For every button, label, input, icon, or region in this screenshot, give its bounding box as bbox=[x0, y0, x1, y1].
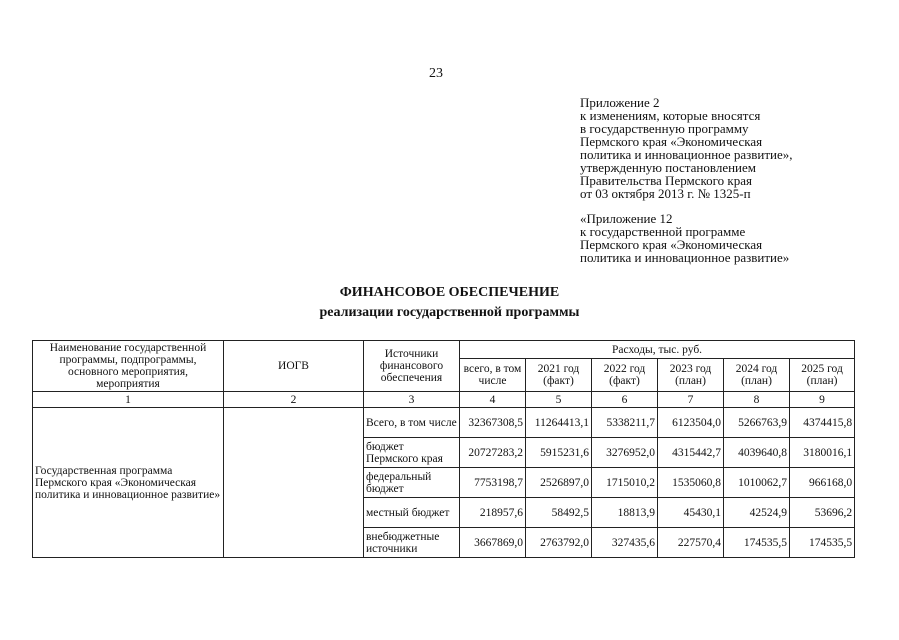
column-number: 5 bbox=[526, 392, 592, 408]
appendix-line: Пермского края «Экономическая bbox=[580, 134, 763, 149]
appendix-note bbox=[580, 96, 880, 200]
value-cell: 20727283,2 bbox=[460, 438, 526, 468]
appendix-line: политика и инновационное развитие», bbox=[580, 147, 793, 162]
value-cell: 5338211,7 bbox=[592, 408, 658, 438]
value-cell: 18813,9 bbox=[592, 498, 658, 528]
header-name: Наименование государственной программы, подпрограммы, основного мероприятия, мероприятия bbox=[33, 341, 224, 392]
header-expenses: Расходы, тыс. руб. bbox=[460, 341, 855, 359]
source-cell: федеральный бюджет bbox=[364, 468, 460, 498]
source-cell: бюджет Пермского края bbox=[364, 438, 460, 468]
value-cell: 3180016,1 bbox=[790, 438, 855, 468]
column-number: 4 bbox=[460, 392, 526, 408]
header-sources: Источники финансового обеспечения bbox=[364, 341, 460, 392]
value-cell: 1535060,8 bbox=[658, 468, 724, 498]
appendix-12-line: «Приложение 12 bbox=[580, 211, 673, 226]
value-cell: 174535,5 bbox=[724, 528, 790, 558]
column-number: 8 bbox=[724, 392, 790, 408]
document-title: ФИНАНСОВОЕ ОБЕСПЕЧЕНИЕ bbox=[339, 285, 560, 300]
value-cell: 3667869,0 bbox=[460, 528, 526, 558]
header-year-2025: 2025 год (план) bbox=[790, 359, 855, 392]
source-cell: внебюджетные источники bbox=[364, 528, 460, 558]
appendix-12-line: политика и инновационное развитие» bbox=[580, 250, 790, 265]
financing-table bbox=[32, 340, 855, 558]
source-cell: Всего, в том числе bbox=[364, 408, 460, 438]
value-cell: 327435,6 bbox=[592, 528, 658, 558]
value-cell: 5915231,6 bbox=[526, 438, 592, 468]
value-cell: 3276952,0 bbox=[592, 438, 658, 468]
appendix-line: в государственную программу bbox=[580, 121, 749, 136]
column-number: 3 bbox=[364, 392, 460, 408]
column-number: 7 bbox=[658, 392, 724, 408]
value-cell: 58492,5 bbox=[526, 498, 592, 528]
header-year-2021: 2021 год (факт) bbox=[526, 359, 592, 392]
value-cell: 6123504,0 bbox=[658, 408, 724, 438]
appendix-line: к изменениям, которые вносятся bbox=[580, 108, 761, 123]
value-cell: 53696,2 bbox=[790, 498, 855, 528]
value-cell: 32367308,5 bbox=[460, 408, 526, 438]
value-cell: 7753198,7 bbox=[460, 468, 526, 498]
source-cell: местный бюджет bbox=[364, 498, 460, 528]
header-year-2023: 2023 год (план) bbox=[658, 359, 724, 392]
value-cell: 5266763,9 bbox=[724, 408, 790, 438]
appendix-12-note bbox=[580, 212, 880, 264]
program-name: Государственная программа Пермского края «Экономическая политика и инновационное развитие» bbox=[33, 408, 224, 558]
value-cell: 42524,9 bbox=[724, 498, 790, 528]
value-cell: 174535,5 bbox=[790, 528, 855, 558]
appendix-line: утвержденную постановлением bbox=[580, 160, 757, 175]
document-subtitle: реализации государственной программы bbox=[319, 305, 580, 320]
value-cell: 4374415,8 bbox=[790, 408, 855, 438]
header-year-2022: 2022 год (факт) bbox=[592, 359, 658, 392]
appendix-line: Правительства Пермского края bbox=[580, 173, 752, 188]
column-number: 1 bbox=[33, 392, 224, 408]
value-cell: 11264413,1 bbox=[526, 408, 592, 438]
appendix-12-line: Пермского края «Экономическая bbox=[580, 237, 763, 252]
iogv-cell bbox=[224, 408, 364, 558]
column-number: 2 bbox=[224, 392, 364, 408]
value-cell: 1010062,7 bbox=[724, 468, 790, 498]
value-cell: 2763792,0 bbox=[526, 528, 592, 558]
column-number: 6 bbox=[592, 392, 658, 408]
value-cell: 45430,1 bbox=[658, 498, 724, 528]
value-cell: 227570,4 bbox=[658, 528, 724, 558]
value-cell: 1715010,2 bbox=[592, 468, 658, 498]
value-cell: 4315442,7 bbox=[658, 438, 724, 468]
appendix-line: от 03 октября 2013 г. № 1325-п bbox=[580, 186, 751, 201]
header-year-2024: 2024 год (план) bbox=[724, 359, 790, 392]
page-number: 23 bbox=[429, 66, 443, 81]
appendix-12-line: к государственной программе bbox=[580, 224, 746, 239]
value-cell: 2526897,0 bbox=[526, 468, 592, 498]
appendix-line: Приложение 2 bbox=[580, 95, 660, 110]
value-cell: 966168,0 bbox=[790, 468, 855, 498]
table-row bbox=[33, 408, 855, 438]
header-iogv: ИОГВ bbox=[224, 341, 364, 392]
column-number: 9 bbox=[790, 392, 855, 408]
value-cell: 4039640,8 bbox=[724, 438, 790, 468]
value-cell: 218957,6 bbox=[460, 498, 526, 528]
header-year-total: всего, в том числе bbox=[460, 359, 526, 392]
